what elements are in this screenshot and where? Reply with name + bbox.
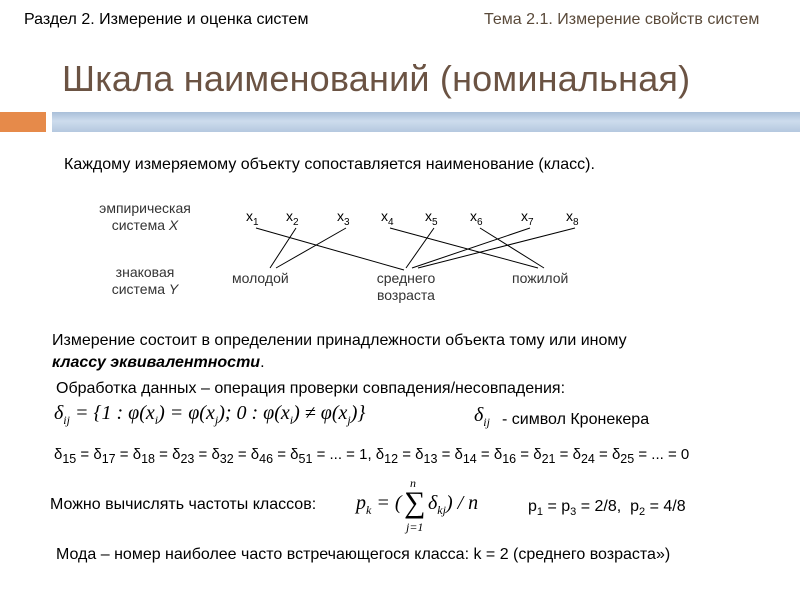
object-x6: $x_6$ bbox=[470, 208, 483, 228]
measurement-line2 bbox=[52, 352, 627, 374]
object-x4: $x_4$ bbox=[381, 208, 394, 228]
class-elderly: пожилой bbox=[512, 270, 569, 286]
object-x3: $x_3$ bbox=[337, 208, 350, 228]
section-header: Раздел 2. Измерение и оценка систем bbox=[24, 11, 309, 28]
object-x5: $x_5$ bbox=[425, 208, 438, 228]
frequency-formula: n $p_k$ = ( ∑ $\delta_{kj}$) / n j=1 bbox=[356, 476, 479, 534]
class-young: молодой bbox=[232, 270, 289, 286]
edge-x2-young bbox=[270, 228, 296, 268]
intro-text: Каждому измеряемому объекту сопоставляется наименование (класс). bbox=[64, 156, 595, 173]
kronecker-label: - символ Кронекера bbox=[502, 411, 650, 428]
object-x7: $x_7$ bbox=[521, 208, 534, 228]
empirical-label-line2: система X bbox=[111, 217, 179, 233]
object-x1: $x_1$ bbox=[246, 208, 259, 228]
object-x8: $x_8$ bbox=[566, 208, 579, 228]
edge-x8-middle bbox=[418, 228, 575, 268]
kronecker-symbol: $\delta_{ij}$ bbox=[474, 404, 490, 429]
edge-x3-young bbox=[276, 228, 346, 268]
sign-label-line1: знаковая bbox=[115, 264, 175, 280]
kronecker-formula: $\delta_{ij} = \{1$ : $\varphi(x_i) = \varphi(x_j)$; 0 : $\varphi(x_i) \ne \varphi(x_j)$} bbox=[54, 402, 366, 427]
measurement-paragraph bbox=[52, 330, 627, 374]
topic-header: Тема 2.1. Измерение свойств систем bbox=[484, 11, 760, 28]
class-middle-line1: среднего bbox=[376, 270, 436, 286]
mode-text: Мода – номер наиболее часто встречающегося класса: k = 2 (среднего возраста») bbox=[56, 546, 671, 563]
object-x2: $x_2$ bbox=[286, 208, 299, 228]
empirical-label-line1: эмпирическая bbox=[99, 200, 191, 216]
edge-x1-middle bbox=[256, 228, 404, 270]
class-middle-line2: возраста bbox=[377, 287, 435, 303]
measurement-period: . bbox=[260, 354, 265, 371]
sign-label-line2: система Y bbox=[111, 281, 179, 297]
edge-x4-elderly bbox=[390, 228, 538, 268]
delta-values: $\delta_{15} = \delta_{17} = \delta_{18} = \delta_{23} = \delta_{32} = \delta_{46} = \delta_{51}$ = ... = 1, $\delta_{12} = \delta_{13} = \delta_{14} = \delta_{16} = \delta_{21} = \delta_{24} = \delta_{25}$ = ... = 0 bbox=[54, 446, 690, 466]
frequency-values: $p_1 = p_3 = 2/8$, $p_2 = 4/8$ bbox=[528, 498, 686, 519]
frequency-text: Можно вычислять частоты классов: bbox=[50, 496, 317, 513]
processing-text: Обработка данных – операция проверки совпадения/несовпадения: bbox=[56, 380, 566, 397]
slide-title: Шкала наименований (номинальная) bbox=[62, 58, 691, 99]
equivalence-class-term: классу эквивалентности bbox=[52, 354, 261, 371]
measurement-line1: Измерение состоит в определении принадлежности объекта тому или иному bbox=[52, 332, 627, 349]
